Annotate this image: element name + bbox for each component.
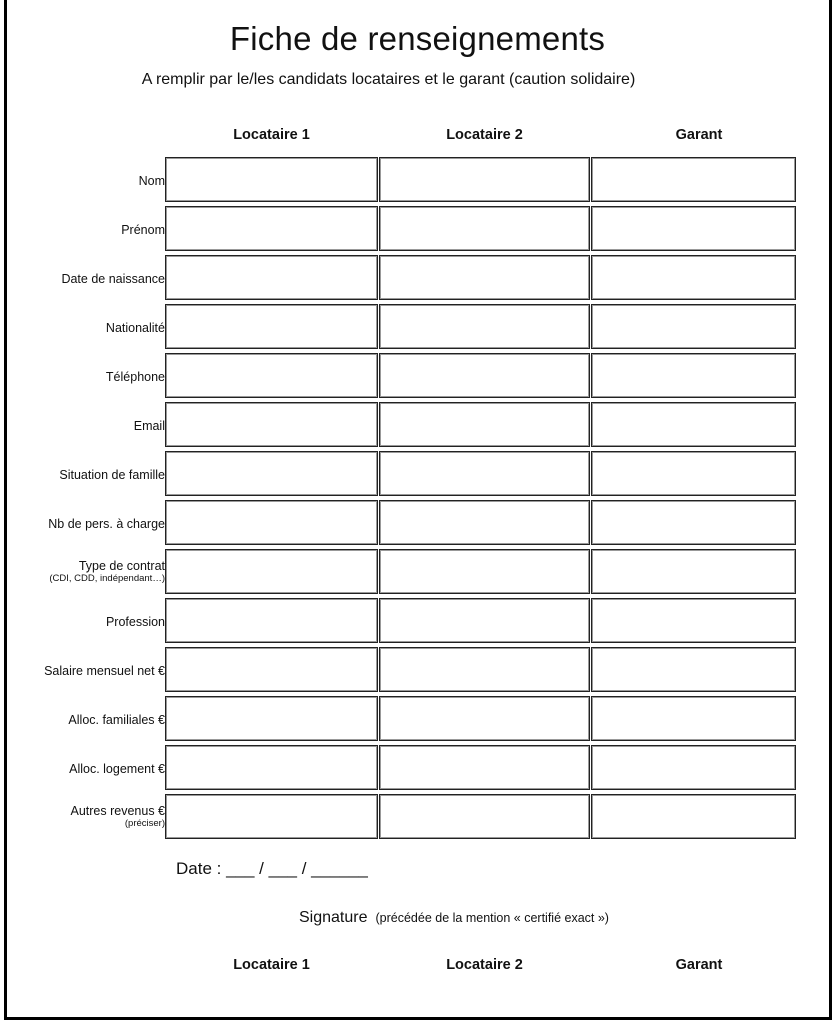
table-row	[0, 451, 835, 500]
table-row	[0, 500, 835, 549]
cell-garant	[591, 794, 796, 839]
field-input-locataire-1[interactable]	[166, 158, 377, 201]
row-label	[0, 321, 165, 335]
field-input-garant[interactable]	[592, 452, 795, 495]
cell-locataire-2	[379, 549, 590, 594]
signature-label: Signature	[299, 909, 368, 926]
cell-locataire-1	[165, 500, 378, 545]
cell-locataire-1	[165, 696, 378, 741]
field-input-locataire-2[interactable]	[380, 305, 589, 348]
field-input-locataire-1[interactable]	[166, 305, 377, 348]
field-input-locataire-1[interactable]	[166, 550, 377, 593]
cell-garant	[591, 549, 796, 594]
field-input-locataire-1[interactable]	[166, 501, 377, 544]
row-label	[0, 713, 165, 727]
field-input-locataire-2[interactable]	[380, 599, 589, 642]
field-input-locataire-2[interactable]	[380, 207, 589, 250]
field-input-locataire-2[interactable]	[380, 403, 589, 446]
cell-locataire-2	[379, 353, 590, 398]
field-input-locataire-1[interactable]	[166, 648, 377, 691]
table-row	[0, 549, 835, 598]
field-input-garant[interactable]	[592, 305, 795, 348]
date-field[interactable]: Date : ___ / ___ / ______	[176, 859, 368, 878]
table-row	[0, 304, 835, 353]
cell-locataire-2	[379, 157, 590, 202]
cell-locataire-1	[165, 206, 378, 251]
field-input-garant[interactable]	[592, 599, 795, 642]
signature-mention: (précédée de la mention « certifié exact »)	[375, 911, 609, 925]
row-label	[0, 804, 165, 829]
row-label-text: Salaire mensuel net €	[44, 664, 165, 678]
field-input-garant[interactable]	[592, 746, 795, 789]
cell-locataire-2	[379, 402, 590, 447]
row-label	[0, 223, 165, 237]
row-label-text: Alloc. familiales €	[68, 713, 165, 727]
field-input-locataire-1[interactable]	[166, 354, 377, 397]
column-header-locataire-2: Locataire 2	[446, 127, 523, 143]
row-label-text: Nom	[138, 174, 165, 188]
field-input-locataire-2[interactable]	[380, 354, 589, 397]
signature-locataire-2: Locataire 2	[446, 957, 523, 973]
row-label-text: Date de naissance	[61, 272, 165, 286]
row-label	[0, 615, 165, 629]
cell-locataire-1	[165, 451, 378, 496]
row-label-text: Nationalité	[105, 321, 165, 335]
table-row	[0, 647, 835, 696]
table-row	[0, 745, 835, 794]
cell-locataire-2	[379, 500, 590, 545]
cell-locataire-2	[379, 696, 590, 741]
field-input-locataire-2[interactable]	[380, 256, 589, 299]
field-input-locataire-1[interactable]	[166, 697, 377, 740]
cell-locataire-1	[165, 402, 378, 447]
cell-garant	[591, 451, 796, 496]
field-input-locataire-1[interactable]	[166, 746, 377, 789]
field-input-locataire-2[interactable]	[380, 452, 589, 495]
row-label-hint: (préciser)	[124, 818, 165, 829]
table-row	[0, 255, 835, 304]
cell-garant	[591, 647, 796, 692]
row-label-text: Email	[133, 419, 165, 433]
row-label-text: Profession	[105, 615, 165, 629]
row-label	[0, 174, 165, 188]
cell-locataire-1	[165, 794, 378, 839]
field-input-garant[interactable]	[592, 697, 795, 740]
table-row	[0, 206, 835, 255]
cell-garant	[591, 598, 796, 643]
row-label-text: Situation de famille	[59, 468, 165, 482]
field-input-garant[interactable]	[592, 501, 795, 544]
row-label-text: Prénom	[121, 223, 165, 237]
cell-locataire-1	[165, 647, 378, 692]
cell-garant	[591, 157, 796, 202]
cell-locataire-2	[379, 255, 590, 300]
field-input-locataire-2[interactable]	[380, 501, 589, 544]
field-input-garant[interactable]	[592, 256, 795, 299]
cell-locataire-1	[165, 157, 378, 202]
row-label-text: Nb de pers. à charge	[48, 517, 165, 531]
field-input-garant[interactable]	[592, 207, 795, 250]
field-input-locataire-1[interactable]	[166, 256, 377, 299]
field-input-garant[interactable]	[592, 158, 795, 201]
field-input-locataire-1[interactable]	[166, 207, 377, 250]
field-input-locataire-2[interactable]	[380, 697, 589, 740]
row-label	[0, 272, 165, 286]
cell-locataire-2	[379, 206, 590, 251]
row-label	[0, 559, 165, 584]
cell-garant	[591, 304, 796, 349]
field-input-garant[interactable]	[592, 795, 795, 838]
cell-garant	[591, 255, 796, 300]
field-input-locataire-2[interactable]	[380, 648, 589, 691]
signature-locataire-1: Locataire 1	[233, 957, 310, 973]
field-input-locataire-2[interactable]	[380, 158, 589, 201]
field-input-garant[interactable]	[592, 403, 795, 446]
cell-locataire-2	[379, 304, 590, 349]
cell-locataire-1	[165, 598, 378, 643]
cell-locataire-2	[379, 451, 590, 496]
cell-garant	[591, 206, 796, 251]
cell-locataire-2	[379, 794, 590, 839]
field-input-locataire-1[interactable]	[166, 403, 377, 446]
page-title: Fiche de renseignements	[229, 20, 606, 57]
cell-locataire-1	[165, 549, 378, 594]
table-row	[0, 598, 835, 647]
field-input-garant[interactable]	[592, 354, 795, 397]
row-label	[0, 762, 165, 776]
row-label-text: Autres revenus €	[70, 804, 165, 818]
row-label	[0, 517, 165, 531]
field-input-locataire-1[interactable]	[166, 452, 377, 495]
table-row	[0, 696, 835, 745]
cell-garant	[591, 402, 796, 447]
row-label-hint: (CDI, CDD, indépendant…)	[49, 573, 165, 584]
cell-locataire-1	[165, 304, 378, 349]
row-label-text: Type de contrat	[78, 559, 165, 573]
row-label	[0, 468, 165, 482]
field-input-locataire-1[interactable]	[166, 795, 377, 838]
row-label-text: Alloc. logement €	[69, 762, 165, 776]
field-input-garant[interactable]	[592, 550, 795, 593]
field-input-locataire-2[interactable]	[380, 550, 589, 593]
row-label	[0, 419, 165, 433]
field-input-locataire-2[interactable]	[380, 795, 589, 838]
cell-locataire-1	[165, 745, 378, 790]
field-input-locataire-1[interactable]	[166, 599, 377, 642]
column-header-locataire-1: Locataire 1	[233, 127, 310, 143]
cell-garant	[591, 500, 796, 545]
cell-locataire-2	[379, 647, 590, 692]
table-row	[0, 402, 835, 451]
cell-garant	[591, 696, 796, 741]
signature-garant: Garant	[675, 957, 723, 973]
cell-locataire-1	[165, 353, 378, 398]
column-header-garant: Garant	[675, 127, 723, 143]
field-input-locataire-2[interactable]	[380, 746, 589, 789]
table-row	[0, 157, 835, 206]
field-input-garant[interactable]	[592, 648, 795, 691]
cell-garant	[591, 353, 796, 398]
table-row	[0, 353, 835, 402]
cell-garant	[591, 745, 796, 790]
signature-section	[299, 909, 609, 927]
row-label	[0, 370, 165, 384]
row-label-text: Téléphone	[105, 370, 165, 384]
cell-locataire-2	[379, 745, 590, 790]
table-row	[0, 794, 835, 843]
row-label	[0, 664, 165, 678]
page-subtitle: A remplir par le/les candidats locataires et le garant (caution solidaire)	[141, 71, 636, 88]
cell-locataire-1	[165, 255, 378, 300]
cell-locataire-2	[379, 598, 590, 643]
